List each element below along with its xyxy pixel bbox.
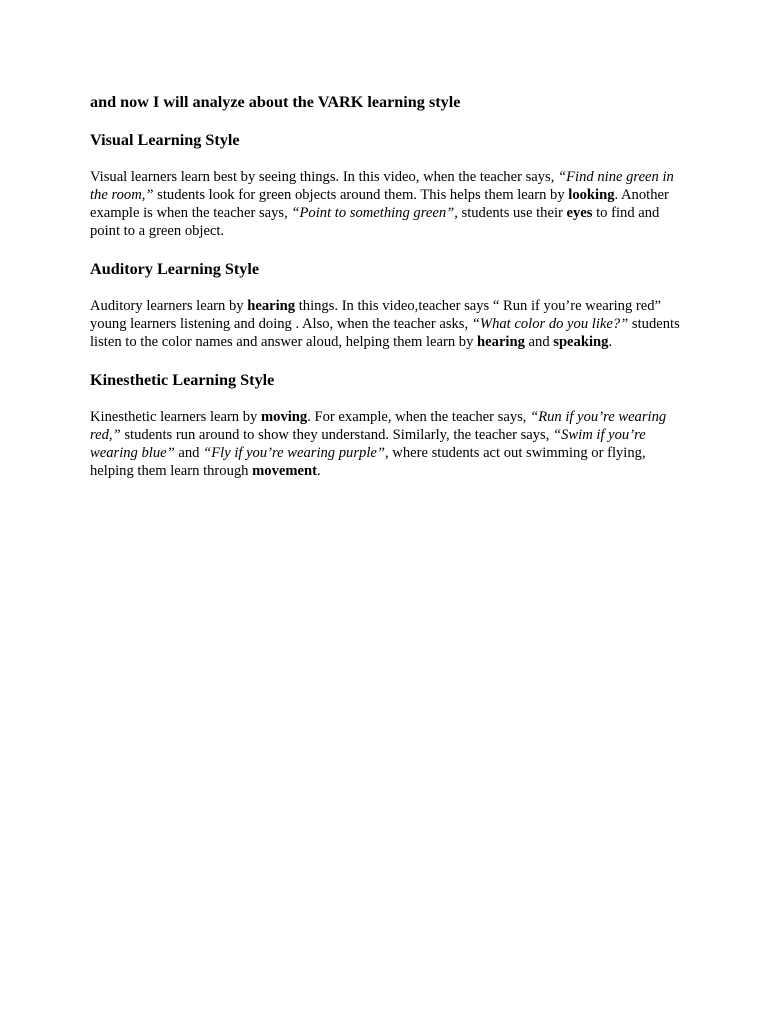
bold-text: hearing <box>477 334 525 350</box>
body-text: and <box>524 334 554 350</box>
body-text: . For example, when the teacher says, <box>307 409 531 425</box>
section-heading-kinesthetic: Kinesthetic Learning Style <box>90 371 275 389</box>
bold-text: hearing <box>247 298 296 314</box>
body-text: , students use their <box>454 205 567 221</box>
italic-quote: “Point to something green” <box>291 205 455 221</box>
italic-quote: “Swim if you’re wearing blue” <box>90 427 646 461</box>
body-text: . Another example is when the teacher says, <box>90 187 669 221</box>
italic-quote: “Find nine green in the room,” <box>90 169 674 203</box>
bold-text: speaking <box>553 334 609 350</box>
section-heading-visual: Visual Learning Style <box>90 131 240 149</box>
section-auditory <box>90 258 685 351</box>
body-text: and <box>174 445 204 461</box>
intro-heading: and now I will analyze about the VARK learning style <box>90 93 461 111</box>
section-body-visual <box>90 168 685 240</box>
bold-text: moving <box>261 409 308 425</box>
body-text: Visual learners learn best by seeing things. In this video, when the teacher says, <box>90 169 559 185</box>
section-heading-auditory: Auditory Learning Style <box>90 260 260 278</box>
italic-quote: “What color do you like?” <box>471 316 629 332</box>
body-text: things. In this video,teacher says “ Run if you’re wearing red” young learners listening and doing . Also, when the teacher asks, <box>90 298 662 332</box>
body-text: . <box>608 334 613 350</box>
document-page <box>90 91 685 498</box>
body-text: students run around to show they understand. Similarly, the teacher says, <box>120 427 554 443</box>
section-visual <box>90 129 685 240</box>
body-text: students listen to the color names and answer aloud, helping them learn by <box>90 316 680 350</box>
section-body-auditory <box>90 297 685 351</box>
body-text: to find and point to a green object. <box>90 205 660 239</box>
italic-quote: “Run if you’re wearing red,” <box>90 409 667 443</box>
body-text: , where students act out swimming or flying, helping them learn through <box>90 445 646 479</box>
body-text: . <box>316 463 321 479</box>
body-text: students look for green objects around them. This helps them learn by <box>153 187 569 203</box>
bold-text: looking <box>568 187 615 203</box>
body-text: Auditory learners learn by <box>90 298 248 314</box>
body-text: Kinesthetic learners learn by <box>90 409 261 425</box>
section-body-kinesthetic <box>90 408 685 480</box>
bold-text: eyes <box>566 205 593 221</box>
bold-text: movement <box>252 463 317 479</box>
section-kinesthetic <box>90 369 685 480</box>
italic-quote: “Fly if you’re wearing purple” <box>203 445 385 461</box>
